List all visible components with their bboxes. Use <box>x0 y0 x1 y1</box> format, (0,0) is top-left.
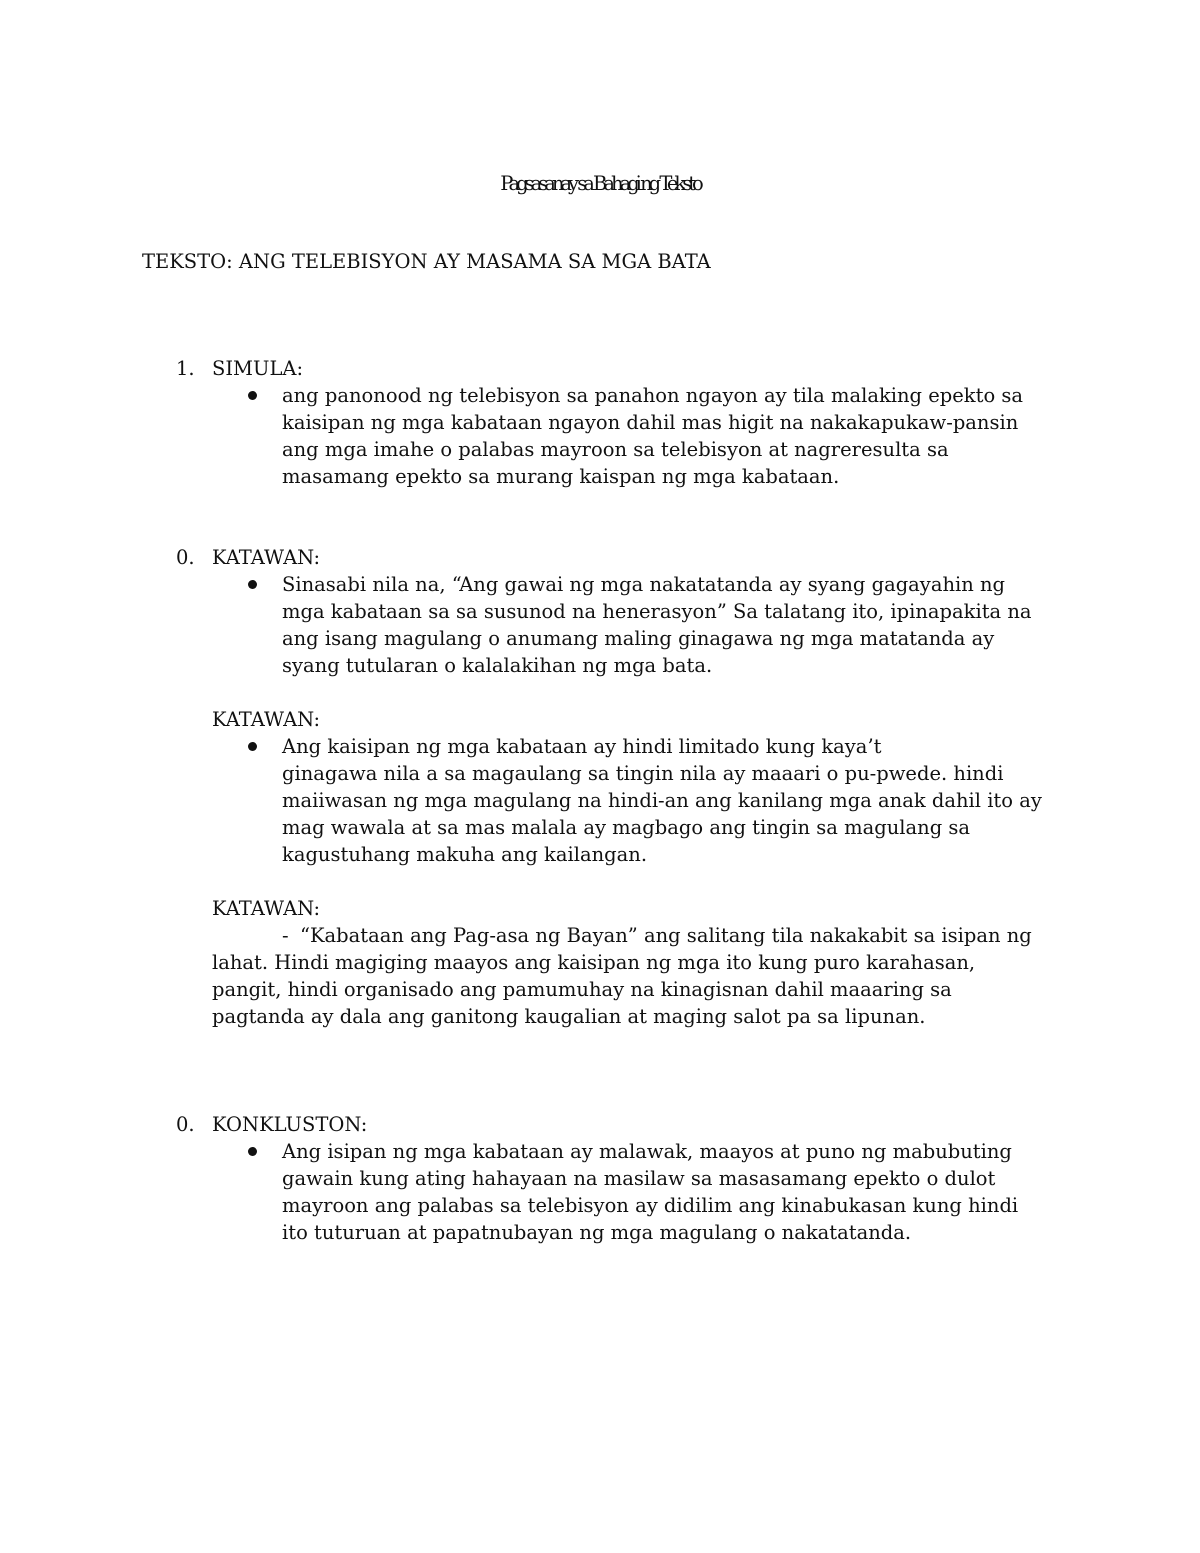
page-title: Pagsasanay sa Bahagi ng Teksto <box>500 172 700 195</box>
section-number: 0. <box>176 546 195 569</box>
section-heading-katawan: KATAWAN: <box>212 897 321 920</box>
section-heading-konkluston: KONKLUSTON: <box>212 1113 368 1136</box>
paragraph-line: ang isang magulang o anumang maling ginagawa ng mga matatanda ay <box>282 627 995 650</box>
paragraph-line: mga kabataan sa sa susunod na henerasyon” Sa talatang ito, ipinapakita na <box>282 600 1032 623</box>
paragraph-line: ang panonood ng telebisyon sa panahon ngayon ay tila malaking epekto sa <box>282 384 1024 407</box>
paragraph-line: Ang isipan ng mga kabataan ay malawak, maayos at puno ng mabubuting <box>282 1140 1012 1163</box>
section-number: 0. <box>176 1113 195 1136</box>
paragraph-line: Ang kaisipan ng mga kabataan ay hindi limitado kung kaya’t <box>282 735 882 758</box>
dash-marker: - <box>282 924 289 947</box>
paragraph-line: lahat. Hindi magiging maayos ang kaisipan ng mga ito kung puro karahasan, <box>212 951 976 974</box>
bullet-icon <box>248 391 257 400</box>
paragraph-line: Sinasabi nila na, “Ang gawai ng mga nakatatanda ay syang gagayahin ng <box>282 573 1006 596</box>
section-heading-katawan: KATAWAN: <box>212 708 321 731</box>
bullet-icon <box>248 580 257 589</box>
text-heading: TEKSTO: ANG TELEBISYON AY MASAMA SA MGA BATA <box>142 250 711 273</box>
paragraph-line: ginagawa nila a sa magaulang sa tingin nila ay maaari o pu-pwede. hindi <box>282 762 1004 785</box>
paragraph-line: kagustuhang makuha ang kailangan. <box>282 843 648 866</box>
paragraph-line: maiiwasan ng mga magulang na hindi-an ang kanilang mga anak dahil ito ay <box>282 789 1042 812</box>
paragraph-line: masamang epekto sa murang kaispan ng mga kabataan. <box>282 465 840 488</box>
paragraph-line: syang tutularan o kalalakihan ng mga bata. <box>282 654 713 677</box>
paragraph-line: “Kabataan ang Pag-asa ng Bayan” ang salitang tila nakakabit sa isipan ng <box>300 924 1032 947</box>
section-heading-simula: SIMULA: <box>212 357 304 380</box>
bullet-icon <box>248 742 257 751</box>
paragraph-line: kaisipan ng mga kabataan ngayon dahil mas higit na nakakapukaw-pansin <box>282 411 1019 434</box>
paragraph-line: gawain kung ating hahayaan na masilaw sa masasamang epekto o dulot <box>282 1167 996 1190</box>
bullet-icon <box>248 1147 257 1156</box>
paragraph-line: mag wawala at sa mas malala ay magbago ang tingin sa magulang sa <box>282 816 971 839</box>
section-number: 1. <box>176 357 195 380</box>
paragraph-line: ito tuturuan at papatnubayan ng mga magulang o nakatatanda. <box>282 1221 912 1244</box>
section-heading-katawan: KATAWAN: <box>212 546 321 569</box>
paragraph-line: pangit, hindi organisado ang pamumuhay na kinagisnan dahil maaaring sa <box>212 978 952 1001</box>
paragraph-line: ang mga imahe o palabas mayroon sa telebisyon at nagreresulta sa <box>282 438 949 461</box>
paragraph-line: pagtanda ay dala ang ganitong kaugalian at maging salot pa sa lipunan. <box>212 1005 926 1028</box>
paragraph-line: mayroon ang palabas sa telebisyon ay didilim ang kinabukasan kung hindi <box>282 1194 1019 1217</box>
